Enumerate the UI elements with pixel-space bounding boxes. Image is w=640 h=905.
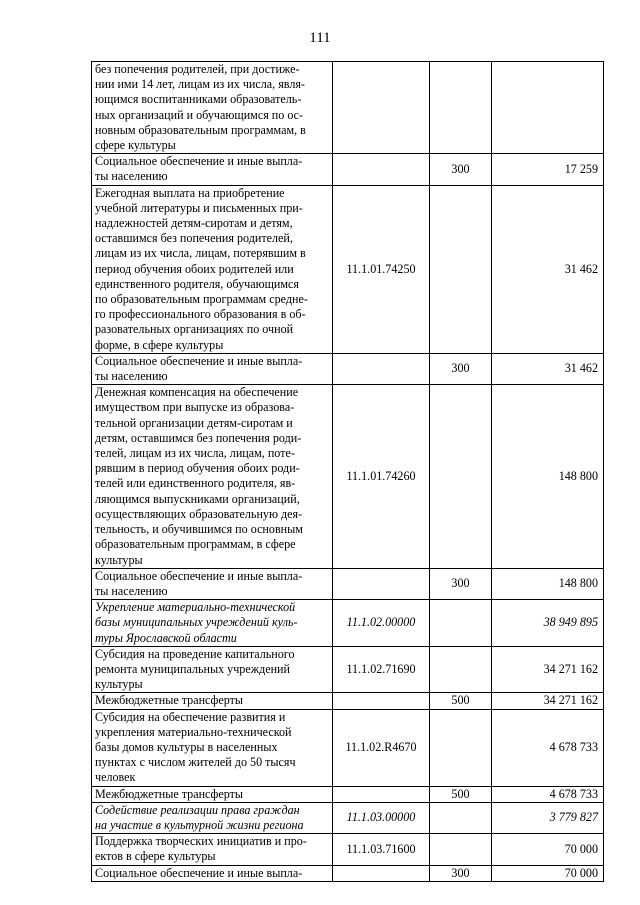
table-row <box>92 786 604 802</box>
table-row <box>92 693 604 709</box>
table-row <box>92 834 604 865</box>
table-row <box>92 62 604 154</box>
table-body <box>92 62 604 882</box>
expense-type-cell: 300 <box>430 568 492 599</box>
amount-cell: 3 779 827 <box>492 802 604 833</box>
expense-type-cell <box>430 185 492 353</box>
amount-cell: 31 462 <box>492 185 604 353</box>
name-cell: Субсидия на проведение капитального ремонта муниципальных учреждений культуры <box>92 646 333 693</box>
code-cell: 11.1.03.71600 <box>333 834 430 865</box>
expense-type-cell <box>430 600 492 647</box>
amount-cell <box>492 62 604 154</box>
budget-table <box>91 61 604 882</box>
table-row <box>92 385 604 568</box>
expense-type-cell <box>430 709 492 786</box>
expense-type-cell: 300 <box>430 154 492 185</box>
expense-type-cell: 300 <box>430 865 492 881</box>
expense-type-cell: 500 <box>430 786 492 802</box>
name-cell: Межбюджетные трансферты <box>92 693 333 709</box>
amount-cell: 17 259 <box>492 154 604 185</box>
code-cell <box>333 693 430 709</box>
amount-cell: 4 678 733 <box>492 709 604 786</box>
code-cell: 11.1.03.00000 <box>333 802 430 833</box>
table-row <box>92 154 604 185</box>
table-row <box>92 709 604 786</box>
amount-cell: 4 678 733 <box>492 786 604 802</box>
amount-cell: 70 000 <box>492 834 604 865</box>
code-cell: 11.1.01.74260 <box>333 385 430 568</box>
code-cell: 11.1.02.00000 <box>333 600 430 647</box>
amount-cell: 148 800 <box>492 385 604 568</box>
code-cell <box>333 154 430 185</box>
expense-type-cell: 300 <box>430 353 492 384</box>
expense-type-cell <box>430 62 492 154</box>
table-row <box>92 646 604 693</box>
code-cell <box>333 865 430 881</box>
expense-type-cell <box>430 646 492 693</box>
table-row <box>92 865 604 881</box>
name-cell: без попечения родителей, при достиже- нии ими 14 лет, лицам из их числа, явля- ющимся воспитанниками образователь- ных организаций и обучающимся по ос- новным образовательным программам, в сфере культуры <box>92 62 333 154</box>
expense-type-cell <box>430 802 492 833</box>
name-cell: Социальное обеспечение и иные выпла- ты населению <box>92 353 333 384</box>
code-cell <box>333 786 430 802</box>
name-cell: Поддержка творческих инициатив и про- ектов в сфере культуры <box>92 834 333 865</box>
name-cell: Социальное обеспечение и иные выпла- ты населению <box>92 154 333 185</box>
name-cell: Межбюджетные трансферты <box>92 786 333 802</box>
table-row <box>92 802 604 833</box>
code-cell <box>333 353 430 384</box>
amount-cell: 34 271 162 <box>492 693 604 709</box>
amount-cell: 34 271 162 <box>492 646 604 693</box>
expense-type-cell <box>430 385 492 568</box>
amount-cell: 31 462 <box>492 353 604 384</box>
expense-type-cell: 500 <box>430 693 492 709</box>
name-cell: Ежегодная выплата на приобретение учебной литературы и письменных при- надлежностей детям-сиротам и детям, оставшимся без попечения родителей, лицам из их числа, лицам, потерявшим в период обучения обоих родителей или единственного родителя, обучающимся по образовательным программам средне- го профессионального образования в об- разовательных организациях по очной форме, в сфере культуры <box>92 185 333 353</box>
table-row <box>92 600 604 647</box>
table-row <box>92 568 604 599</box>
name-cell: Субсидия на обеспечение развития и укрепления материально-технической базы домов культуры в населенных пунктах с числом жителей до 50 тысяч человек <box>92 709 333 786</box>
expense-type-cell <box>430 834 492 865</box>
code-cell: 11.1.01.74250 <box>333 185 430 353</box>
name-cell: Укрепление материально-технической базы муниципальных учреждений куль- туры Ярославской области <box>92 600 333 647</box>
amount-cell: 70 000 <box>492 865 604 881</box>
name-cell: Социальное обеспечение и иные выпла- ты населению <box>92 568 333 599</box>
code-cell <box>333 568 430 599</box>
name-cell: Денежная компенсация на обеспечение имуществом при выпуске из образова- тельной организации детям-сиротам и детям, оставшимся без попечения роди- телей, лицам из их числа, лицам, поте- рявшим в период обучения обоих роди- телей или единственного родителя, яв- ляющимся выпускниками организаций, осуществляющих образовательную дея- тельность, и обучившимся по основным образовательным программам, в сфере культуры <box>92 385 333 568</box>
name-cell: Социальное обеспечение и иные выпла- <box>92 865 333 881</box>
amount-cell: 38 949 895 <box>492 600 604 647</box>
table-row <box>92 185 604 353</box>
code-cell <box>333 62 430 154</box>
name-cell: Содействие реализации права граждан на участие в культурной жизни региона <box>92 802 333 833</box>
amount-cell: 148 800 <box>492 568 604 599</box>
table-row <box>92 353 604 384</box>
code-cell: 11.1.02.71690 <box>333 646 430 693</box>
page-number: 111 <box>309 30 331 46</box>
code-cell: 11.1.02.R4670 <box>333 709 430 786</box>
